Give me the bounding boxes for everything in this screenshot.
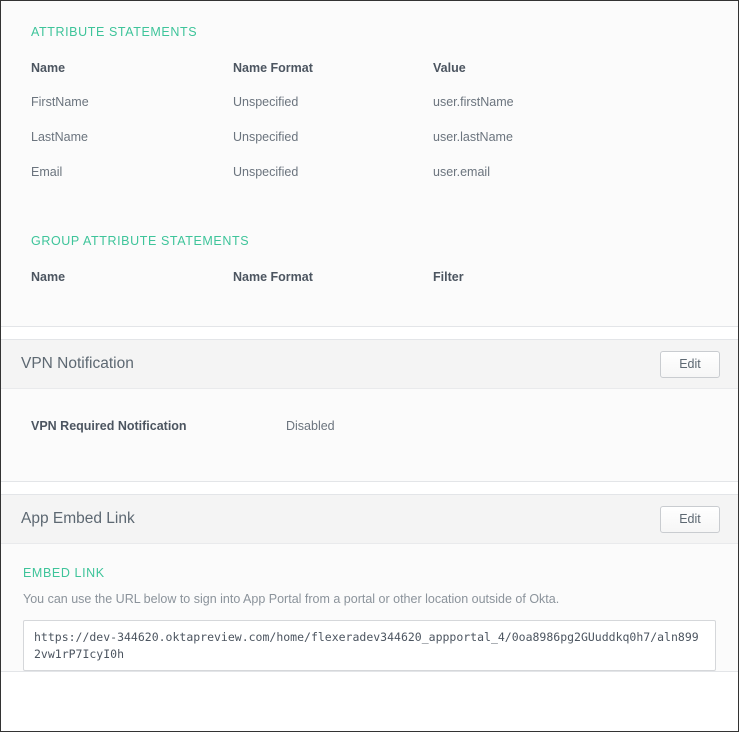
attribute-statements-section — [1, 1, 738, 327]
embed-link-description: You can use the URL below to sign into App Portal from a portal or other location outside of Okta. — [23, 592, 560, 606]
attribute-statements-table — [31, 61, 708, 200]
cell-name-format: Unspecified — [233, 165, 299, 179]
cell-value: user.lastName — [433, 130, 513, 144]
cell-name-format: Unspecified — [233, 95, 299, 109]
app-embed-link-title: App Embed Link — [21, 510, 135, 527]
column-header-name-format: Name Format — [233, 270, 313, 284]
vpn-notification-body — [1, 389, 738, 481]
table-header-row — [31, 61, 708, 95]
cell-name: FirstName — [31, 95, 89, 109]
app-embed-link-card — [1, 494, 738, 672]
app-embed-link-edit-button[interactable]: Edit — [660, 506, 720, 533]
group-attribute-statements-title: GROUP ATTRIBUTE STATEMENTS — [31, 234, 250, 248]
table-header-row — [31, 270, 708, 304]
column-header-name-format: Name Format — [233, 61, 313, 75]
cell-name: LastName — [31, 130, 88, 144]
vpn-notification-title: VPN Notification — [21, 355, 134, 372]
table-row — [31, 95, 708, 130]
cell-value: user.firstName — [433, 95, 514, 109]
vpn-required-notification-row — [31, 419, 708, 433]
attribute-statements-title: ATTRIBUTE STATEMENTS — [31, 25, 198, 39]
vpn-notification-edit-button[interactable]: Edit — [660, 351, 720, 378]
cell-name-format: Unspecified — [233, 130, 299, 144]
table-row — [31, 165, 708, 200]
vpn-required-notification-value: Disabled — [286, 419, 335, 433]
column-header-value: Value — [433, 61, 466, 75]
cell-name: Email — [31, 165, 63, 179]
vpn-required-notification-label: VPN Required Notification — [31, 419, 187, 433]
vpn-notification-header — [1, 340, 738, 389]
vpn-notification-card — [1, 339, 738, 482]
cell-value: user.email — [433, 165, 490, 179]
column-header-name: Name — [31, 270, 66, 284]
column-header-filter: Filter — [433, 270, 464, 284]
embed-link-url-input[interactable]: https://dev-344620.oktapreview.com/home/flexeradev344620_appportal_4/0oa8986pg2GUuddkq0h7/aln8992vw1rP7IcyI0h — [23, 620, 716, 671]
app-embed-link-body — [1, 544, 738, 671]
table-row — [31, 130, 708, 165]
app-embed-link-header — [1, 495, 738, 544]
embed-link-label: EMBED LINK — [23, 566, 105, 580]
column-header-name: Name — [31, 61, 66, 75]
group-attribute-statements-table — [31, 270, 708, 304]
